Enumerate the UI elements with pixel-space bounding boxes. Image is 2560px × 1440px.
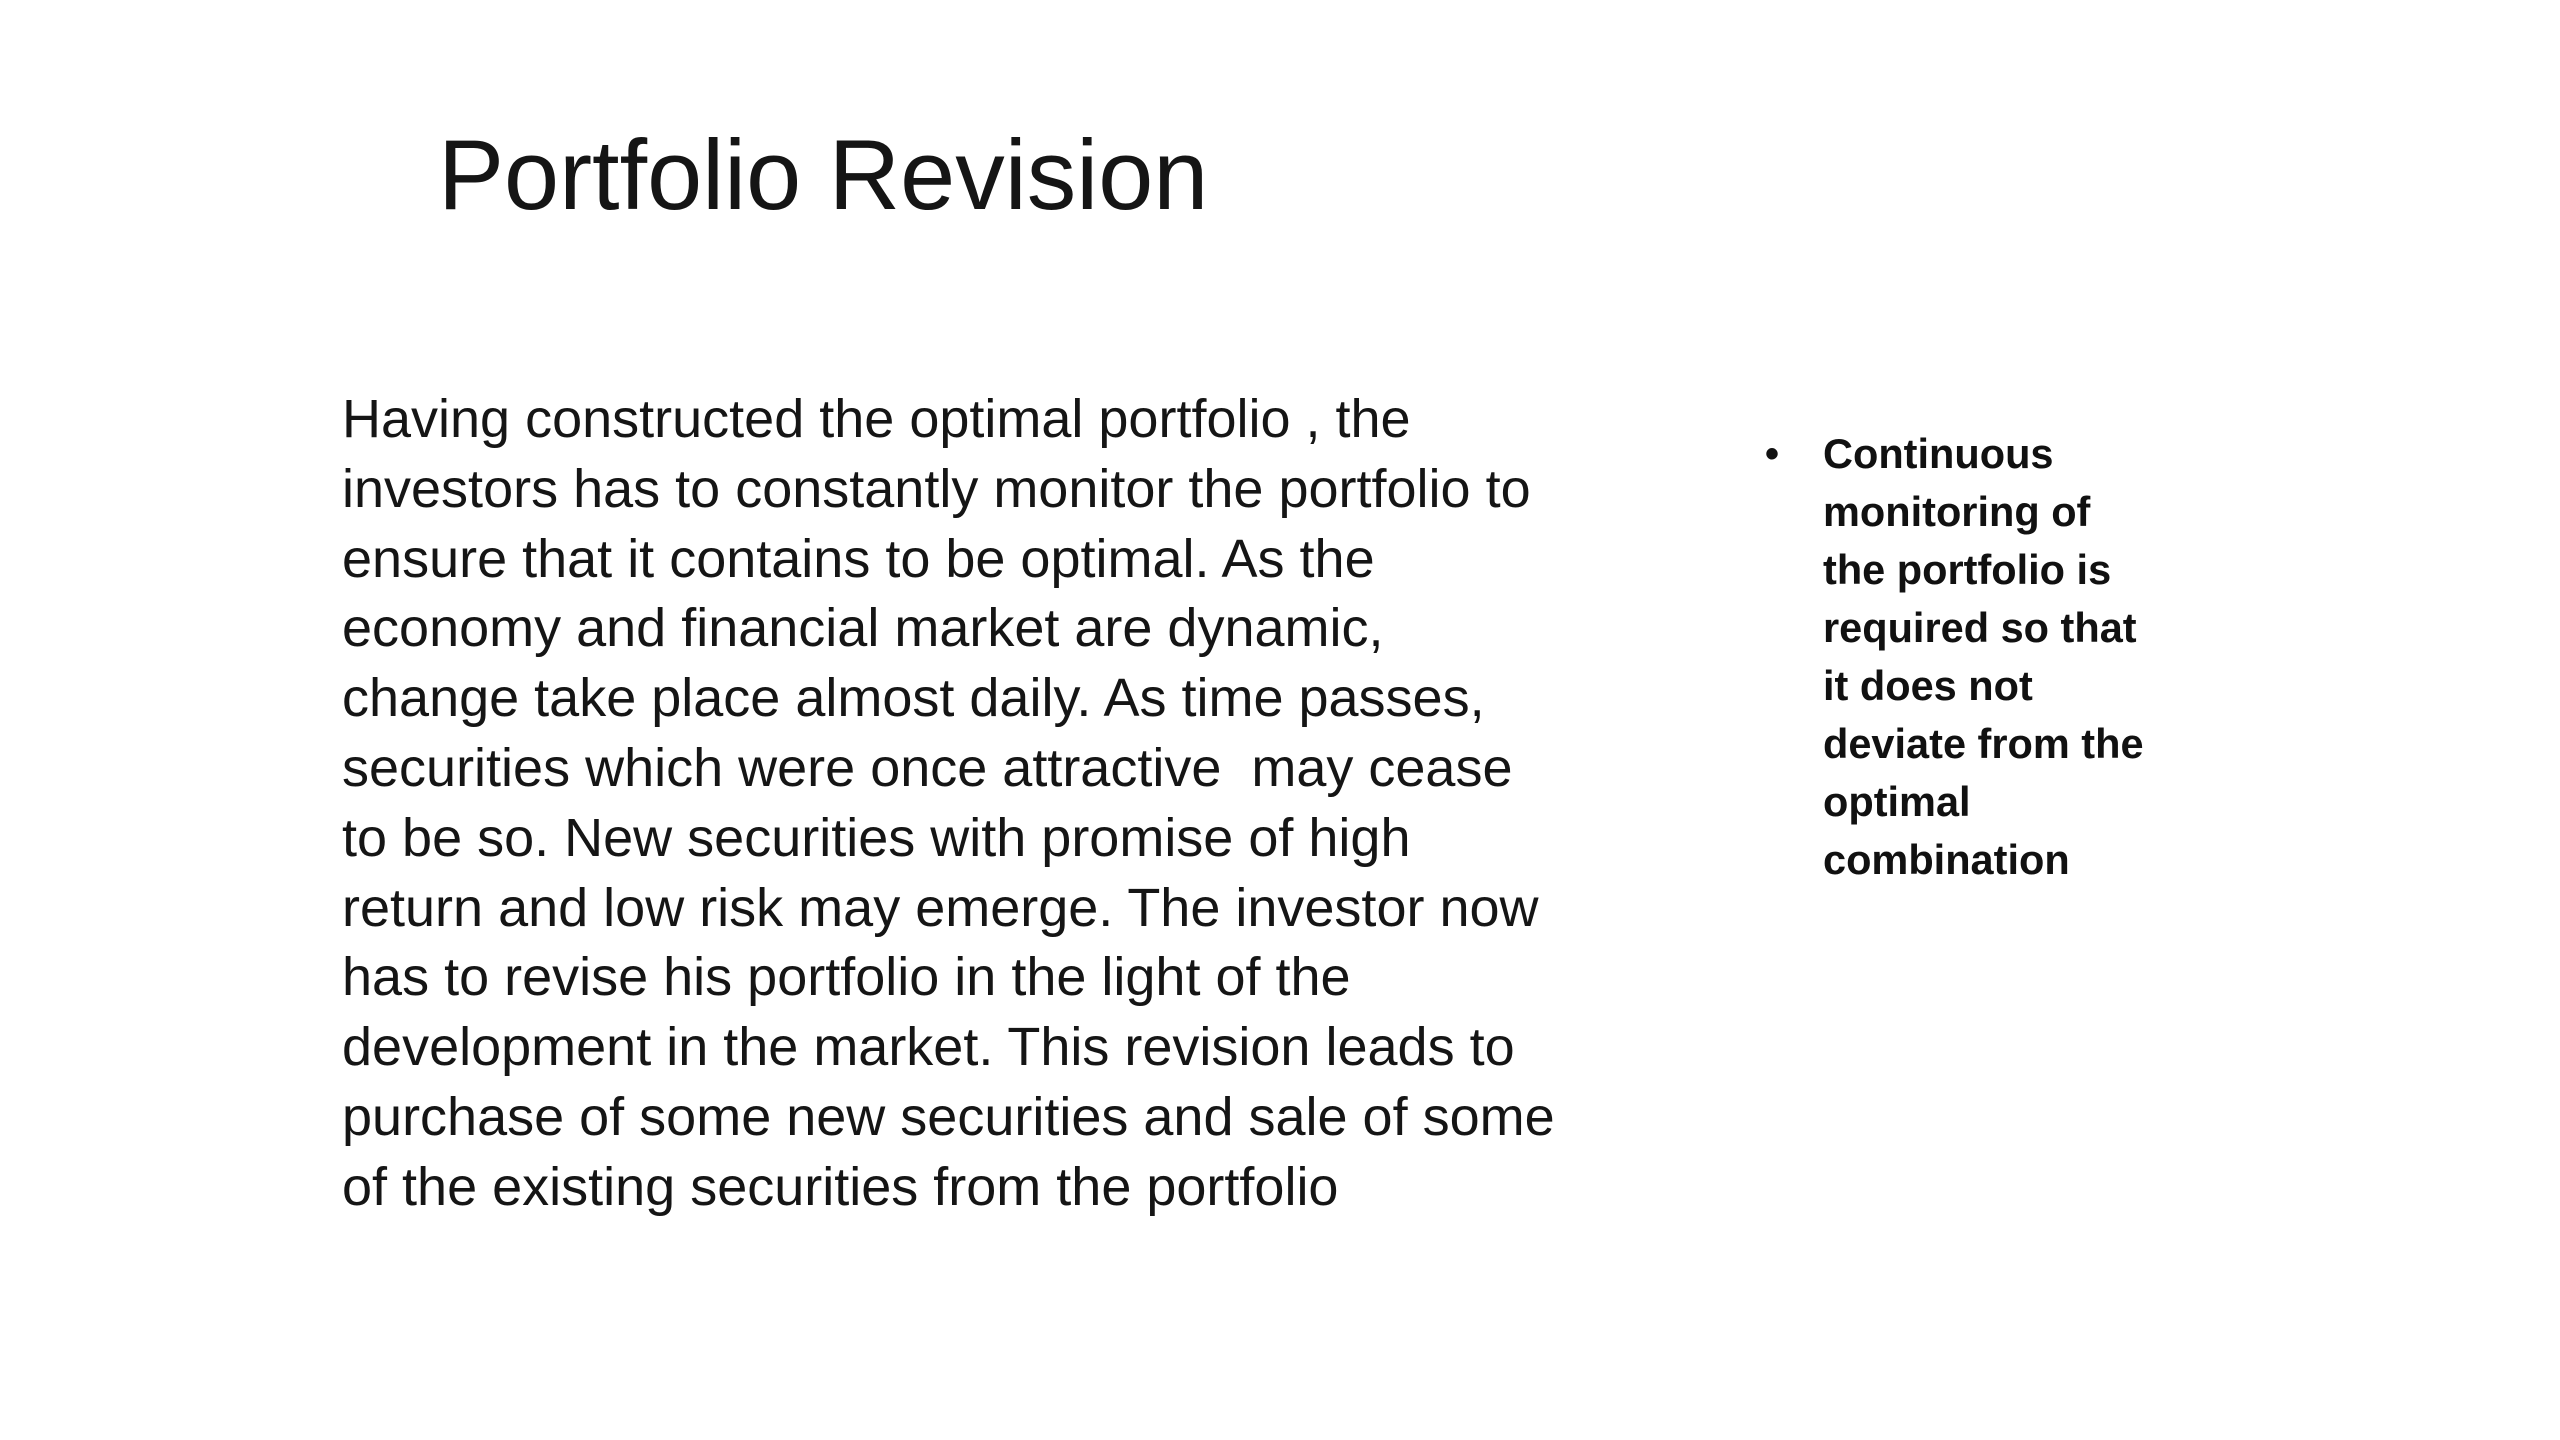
paragraph-line: investors has to constantly monitor the portfolio to [342, 458, 1531, 519]
bullet-line: Continuous [1823, 430, 2054, 477]
paragraph-line: of the existing securities from the portfolio [342, 1156, 1339, 1217]
paragraph-line: economy and financial market are dynamic, [342, 598, 1384, 659]
bullet-line: it does not [1823, 662, 2033, 709]
paragraph-line: purchase of some new securities and sale of some [342, 1086, 1555, 1147]
bullet-line: combination [1823, 836, 2070, 883]
bullet-line: the portfolio is [1823, 546, 2112, 593]
paragraph-line: has to revise his portfolio in the light of the [342, 947, 1351, 1008]
paragraph-line: ensure that it contains to be optimal. As the [342, 528, 1375, 589]
bullet-line: deviate from the [1823, 720, 2144, 767]
paragraph-line: return and low risk may emerge. The investor now [342, 877, 1539, 938]
bullet-line: optimal [1823, 778, 1971, 825]
paragraph-line: Having constructed the optimal portfolio , the [342, 389, 1411, 449]
bullet-icon: • [1765, 432, 1780, 476]
paragraph-line: securities which were once attractive may cease [342, 737, 1513, 798]
paragraph-line: to be so. New securities with promise of high [342, 807, 1411, 868]
bullet-line: monitoring of [1823, 488, 2091, 535]
bullet-item [1823, 425, 2144, 889]
slide-title: Portfolio Revision [438, 119, 1209, 230]
main-paragraph [342, 385, 1722, 1223]
bullet-line: required so that [1823, 604, 2137, 651]
paragraph-line: development in the market. This revision leads to [342, 1017, 1515, 1078]
paragraph-line: change take place almost daily. As time passes, [342, 668, 1485, 729]
